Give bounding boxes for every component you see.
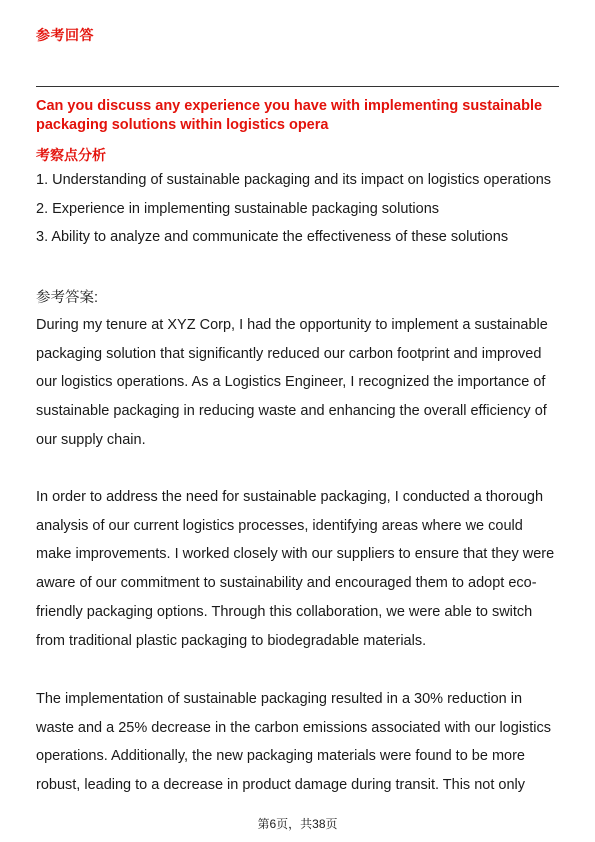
answer-paragraph: In order to address the need for sustainable packaging, I conducted a thorough analysis of our current logistics processes, identifying areas where we could make improvements. I worked closely with our suppliers to ensure that they were aware of our commitment to sustainability and encouraged them to adopt eco-friendly packaging options. Through this collaboration, we were able to switch from traditional plastic packaging to biodegradable materials. [36,489,555,649]
analysis-point: 3. Ability to analyze and communicate the effectiveness of these solutions [36,229,509,245]
answer-paragraph: The implementation of sustainable packaging resulted in a 30% reduction in waste and a 25% decrease in the carbon emissions associated with our logistics operations. Additionally, the new packaging materials were found to be more robust, leading to a decrease in product damage during transit. This not only [36,691,552,794]
analysis-point: 2. Experience in implementing sustainable packaging solutions [36,200,440,217]
analysis-point: 1. Understanding of sustainable packaging and its impact on logistics operations [36,172,552,188]
analysis-points-list [36,170,559,256]
answer-paragraph: During my tenure at XYZ Corp, I had the opportunity to implement a sustainable packaging solution that significantly reduced our carbon footprint and improved our logistics operations. As a Logistics Engineer, I recognized the importance of sustainable packaging in reducing waste and enhancing the overall efficiency of our supply chain. [36,317,548,448]
analysis-heading: 考察点分析 [36,147,106,163]
page-number: 第6页，共38页 [257,817,338,831]
section-label: 参考回答 [36,27,94,43]
answer-heading: 参考答案: [36,290,99,306]
question-title: Can you discuss any experience you have with implementing sustainable packaging solutions within logistics opera [36,98,543,133]
divider-line [36,86,559,87]
